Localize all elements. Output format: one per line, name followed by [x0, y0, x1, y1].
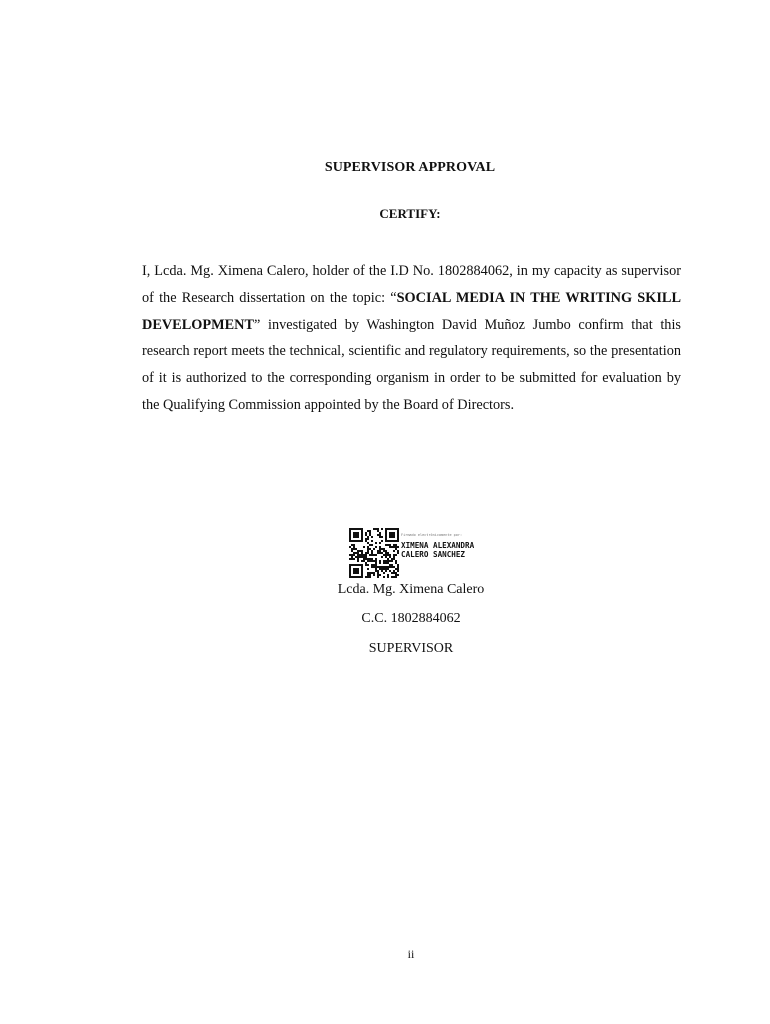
- signature-name-line-1: XIMENA ALEXANDRA: [401, 541, 475, 550]
- research-topic: SOCIAL MEDIA IN THE WRITING SKILL DEVELOPMENT: [142, 289, 681, 333]
- qr-code-icon: [349, 528, 399, 578]
- paragraph-intro: I, Lcda. Mg. Ximena Calero, holder of the I.D No. 1802884062, in my capacity as supervisor of the Research dissertation on the topic: “: [142, 263, 681, 306]
- signature-name: [401, 541, 474, 559]
- signer-role: SUPERVISOR: [368, 641, 454, 656]
- electronic-signature: [349, 528, 509, 580]
- page-title: SUPERVISOR APPROVAL: [324, 160, 496, 175]
- paragraph-rest: ” investigated by Washington David Muñoz Jumbo confirm that this research report meets the technical, scientific and regulatory requirements, so the presentation of it is authorized to the corresponding organism in order to be submitted for evaluation by the Qualifying Commission appointed by the Board of Directors.: [142, 316, 681, 413]
- signer-id: C.C. 1802884062: [361, 611, 461, 626]
- page-number: ii: [407, 947, 415, 961]
- signature-name-line-2: CALERO SANCHEZ: [401, 550, 466, 559]
- approval-paragraph: [142, 258, 681, 419]
- certify-heading: CERTIFY:: [379, 206, 441, 221]
- signer-name: Lcda. Mg. Ximena Calero: [337, 582, 485, 597]
- signature-caption: Firmado electrónicamente por:: [401, 533, 463, 537]
